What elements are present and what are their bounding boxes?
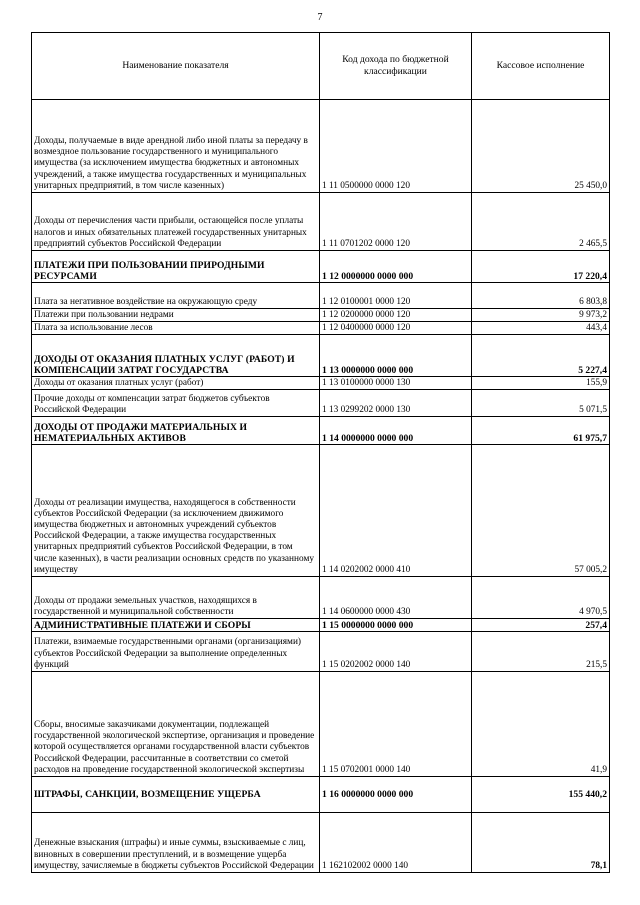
table-row	[32, 283, 610, 309]
row-name: Доходы, получаемые в виде арендной либо иной платы за передачу в возмездное пользование государственного и муниципального имущества (за исключением имущества бюджетных и автономных учреждений, а также имущества государственных и муниципальных унитарных предприятий, в том числе казенных)	[32, 100, 320, 193]
row-amount: 17 220,4	[472, 251, 610, 283]
row-name: Доходы от оказания платных услуг (работ)	[32, 377, 320, 390]
table-row	[32, 335, 610, 377]
table-header-row	[32, 33, 610, 100]
table-row	[32, 377, 610, 390]
table-row	[32, 322, 610, 335]
row-code: 1 13 0100000 0000 130	[320, 377, 472, 390]
row-code: 1 12 0400000 0000 120	[320, 322, 472, 335]
column-header-name: Наименование показателя	[32, 33, 320, 100]
row-code: 1 14 0600000 0000 430	[320, 577, 472, 619]
row-amount: 155,9	[472, 377, 610, 390]
table-row	[32, 100, 610, 193]
row-amount: 5 071,5	[472, 390, 610, 417]
row-amount: 78,1	[472, 813, 610, 873]
row-amount: 57 005,2	[472, 445, 610, 577]
row-code: 1 12 0200000 0000 120	[320, 309, 472, 322]
row-name: ДОХОДЫ ОТ ПРОДАЖИ МАТЕРИАЛЬНЫХ И НЕМАТЕРИАЛЬНЫХ АКТИВОВ	[32, 417, 320, 445]
table-row	[32, 417, 610, 445]
row-name: Плата за негативное воздействие на окружающую среду	[32, 283, 320, 309]
table-row	[32, 251, 610, 283]
row-name: Доходы от перечисления части прибыли, остающейся после уплаты налогов и иных обязательных платежей государственных унитарных предприятий субъектов Российской Федерации	[32, 193, 320, 251]
row-code: 1 15 0000000 0000 000	[320, 619, 472, 632]
row-amount: 257,4	[472, 619, 610, 632]
row-code: 1 14 0000000 0000 000	[320, 417, 472, 445]
row-code: 1 15 0702001 0000 140	[320, 672, 472, 777]
row-amount: 25 450,0	[472, 100, 610, 193]
table-body	[32, 100, 610, 873]
table-row	[32, 619, 610, 632]
row-name: Прочие доходы от компенсации затрат бюджетов субъектов Российской Федерации	[32, 390, 320, 417]
row-amount: 2 465,5	[472, 193, 610, 251]
table-row	[32, 445, 610, 577]
row-name: Доходы от реализации имущества, находящегося в собственности субъектов Российской Федерации (за исключением движимого имущества бюджетных и автономных учреждений субъектов Российской Федерации, а также имущества государственных унитарных предприятий субъектов Российской Федерации, в том числе казенных), в части реализации основных средств по указанному имуществу	[32, 445, 320, 577]
row-code: 1 15 0202002 0000 140	[320, 632, 472, 672]
row-code: 1 14 0202002 0000 410	[320, 445, 472, 577]
page-number: 7	[317, 12, 323, 23]
row-code: 1 162102002 0000 140	[320, 813, 472, 873]
table-row	[32, 632, 610, 672]
row-name: АДМИНИСТРАТИВНЫЕ ПЛАТЕЖИ И СБОРЫ	[32, 619, 320, 632]
row-name: ШТРАФЫ, САНКЦИИ, ВОЗМЕЩЕНИЕ УЩЕРБА	[32, 777, 320, 813]
row-amount: 155 440,2	[472, 777, 610, 813]
row-amount: 215,5	[472, 632, 610, 672]
column-header-amount: Кассовое исполнение	[472, 33, 610, 100]
row-amount: 5 227,4	[472, 335, 610, 377]
table-row	[32, 777, 610, 813]
row-code: 1 16 0000000 0000 000	[320, 777, 472, 813]
table-row	[32, 390, 610, 417]
row-amount: 6 803,8	[472, 283, 610, 309]
row-name: Платежи при пользовании недрами	[32, 309, 320, 322]
row-code: 1 13 0299202 0000 130	[320, 390, 472, 417]
table-row	[32, 577, 610, 619]
row-name: ПЛАТЕЖИ ПРИ ПОЛЬЗОВАНИИ ПРИРОДНЫМИ РЕСУРСАМИ	[32, 251, 320, 283]
row-code: 1 11 0500000 0000 120	[320, 100, 472, 193]
table-row	[32, 193, 610, 251]
row-amount: 41,9	[472, 672, 610, 777]
row-code: 1 12 0100001 0000 120	[320, 283, 472, 309]
table-row	[32, 309, 610, 322]
row-amount: 61 975,7	[472, 417, 610, 445]
row-amount: 9 973,2	[472, 309, 610, 322]
row-name: Платежи, взимаемые государственными органами (организациями) субъектов Российской Федерации за выполнение определенных функций	[32, 632, 320, 672]
row-code: 1 13 0000000 0000 000	[320, 335, 472, 377]
row-name: Доходы от продажи земельных участков, находящихся в государственной и муниципальной собственности	[32, 577, 320, 619]
table-row	[32, 813, 610, 873]
row-name: Сборы, вносимые заказчиками документации, подлежащей государственной экологической экспертизе, организация и проведение которой осуществляется органами государственной власти субъектов Российской Федерации, рассчитанные в соответствии со сметой расходов на проведение государственной экологической экспертизы	[32, 672, 320, 777]
row-code: 1 11 0701202 0000 120	[320, 193, 472, 251]
row-name: ДОХОДЫ ОТ ОКАЗАНИЯ ПЛАТНЫХ УСЛУГ (РАБОТ) И КОМПЕНСАЦИИ ЗАТРАТ ГОСУДАРСТВА	[32, 335, 320, 377]
revenue-table	[31, 32, 610, 873]
row-code: 1 12 0000000 0000 000	[320, 251, 472, 283]
row-amount: 4 970,5	[472, 577, 610, 619]
table-row	[32, 672, 610, 777]
row-name: Плата за использование лесов	[32, 322, 320, 335]
row-amount: 443,4	[472, 322, 610, 335]
row-name: Денежные взыскания (штрафы) и иные суммы, взыскиваемые с лиц, виновных в совершении преступлений, и в возмещение ущерба имуществу, зачисляемые в бюджеты субъектов Российской Федерации	[32, 813, 320, 873]
column-header-code: Код дохода по бюджетной классификации	[320, 33, 472, 100]
